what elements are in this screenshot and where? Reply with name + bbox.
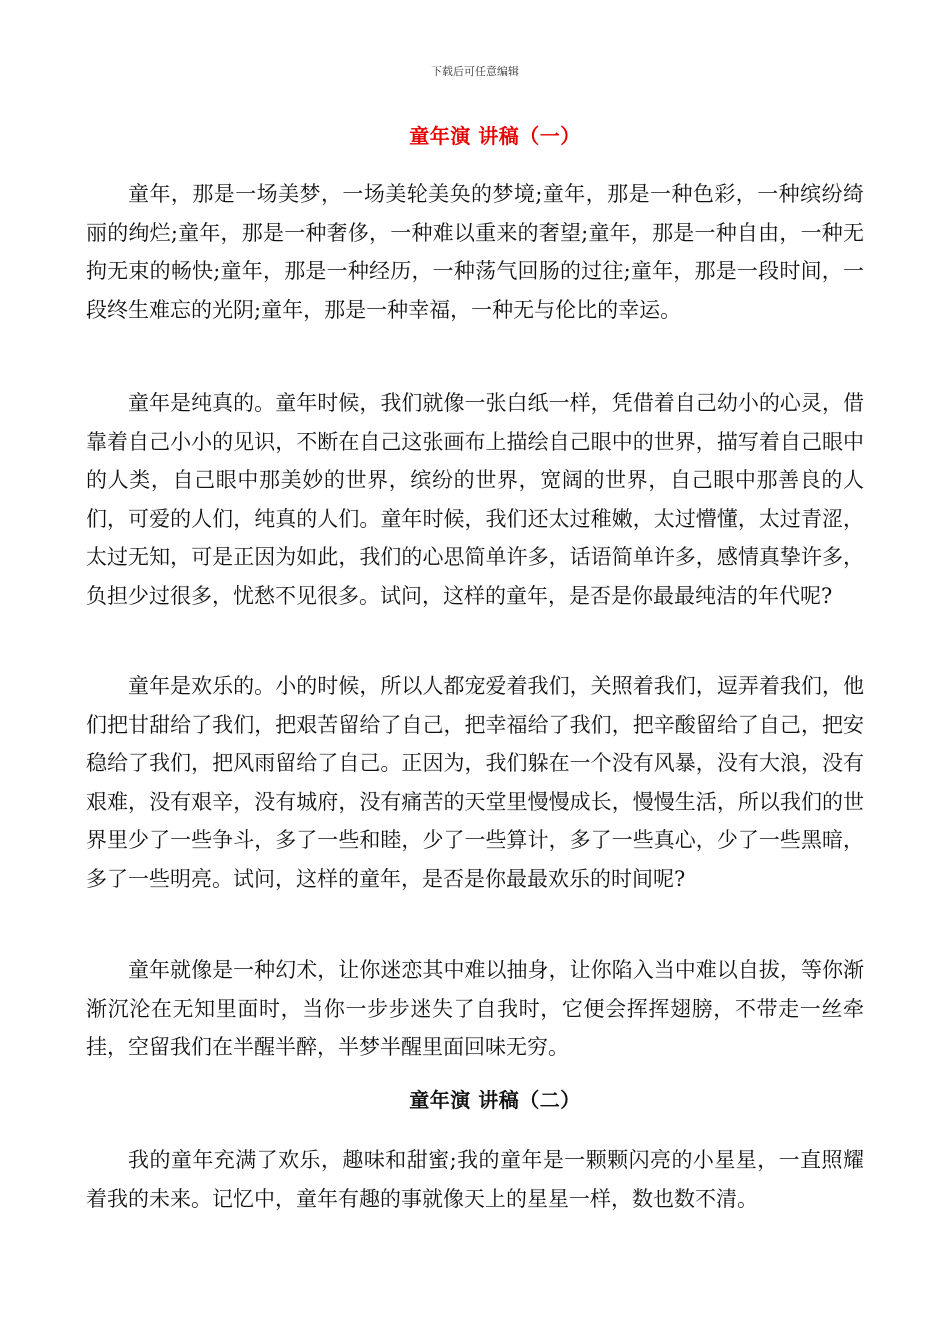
- section-title-2: 童年演 讲稿（二）: [409, 1088, 581, 1112]
- paragraph-5: 我的童年充满了欢乐，趣味和甜蜜;我的童年是一颗颗闪亮的小星星，一直照耀着我的未来。记忆中，童年有趣的事就像天上的星星一样，数也数不清。: [86, 1148, 864, 1211]
- paragraph-3: 童年是欢乐的。小的时候，所以人都宠爱着我们，关照着我们，逗弄着我们，他们把甘甜给了我们，把艰苦留给了自己，把幸福给了我们，把辛酸留给了自己，把安稳给了我们，把风雨留给了自己。正因为，我们躲在一个没有风暴，没有大浪，没有艰难，没有艰辛，没有城府，没有痛苦的天堂里慢慢成长，慢慢生活，所以我们的世界里少了一些争斗，多了一些和睦，少了一些算计，多了一些真心，少了一些黑暗，多了一些明亮。试问，这样的童年，是否是你最最欢乐的时间呢?: [86, 674, 864, 891]
- paragraph-2: 童年是纯真的。童年时候，我们就像一张白纸一样，凭借着自己幼小的心灵，借靠着自己小小的见识，不断在自己这张画布上描绘自己眼中的世界，描写着自己眼中的人类，自己眼中那美妙的世界，缤纷的世界，宽阔的世界，自己眼中那善良的人们，可爱的人们，纯真的人们。童年时候，我们还太过稚嫩，太过懵懂，太过青涩，太过无知，可是正因为如此，我们的心思简单许多，话语简单许多，感情真挚许多，负担少过很多，忧愁不见很多。试问，这样的童年，是否是你最最纯洁的年代呢?: [86, 391, 864, 608]
- section-title-1: 童年演 讲稿（一）: [409, 124, 581, 148]
- paragraph-4: 童年就像是一种幻术，让你迷恋其中难以抽身，让你陷入当中难以自拔，等你渐渐沉沦在无知里面时，当你一步步迷失了自我时，它便会挥挥翅膀，不带走一丝牵挂，空留我们在半醒半醉，半梦半醒里面回味无穷。: [86, 958, 864, 1059]
- header-note: 下载后可任意编辑: [431, 65, 519, 78]
- paragraph-1: 童年，那是一场美梦，一场美轮美奂的梦境;童年，那是一种色彩，一种缤纷绮丽的绚烂;童年，那是一种奢侈，一种难以重来的奢望;童年，那是一种自由，一种无拘无束的畅快;童年，那是一种经历，一种荡气回肠的过往;童年，那是一段时间，一段终生难忘的光阴;童年，那是一种幸福，一种无与伦比的幸运。: [86, 182, 864, 322]
